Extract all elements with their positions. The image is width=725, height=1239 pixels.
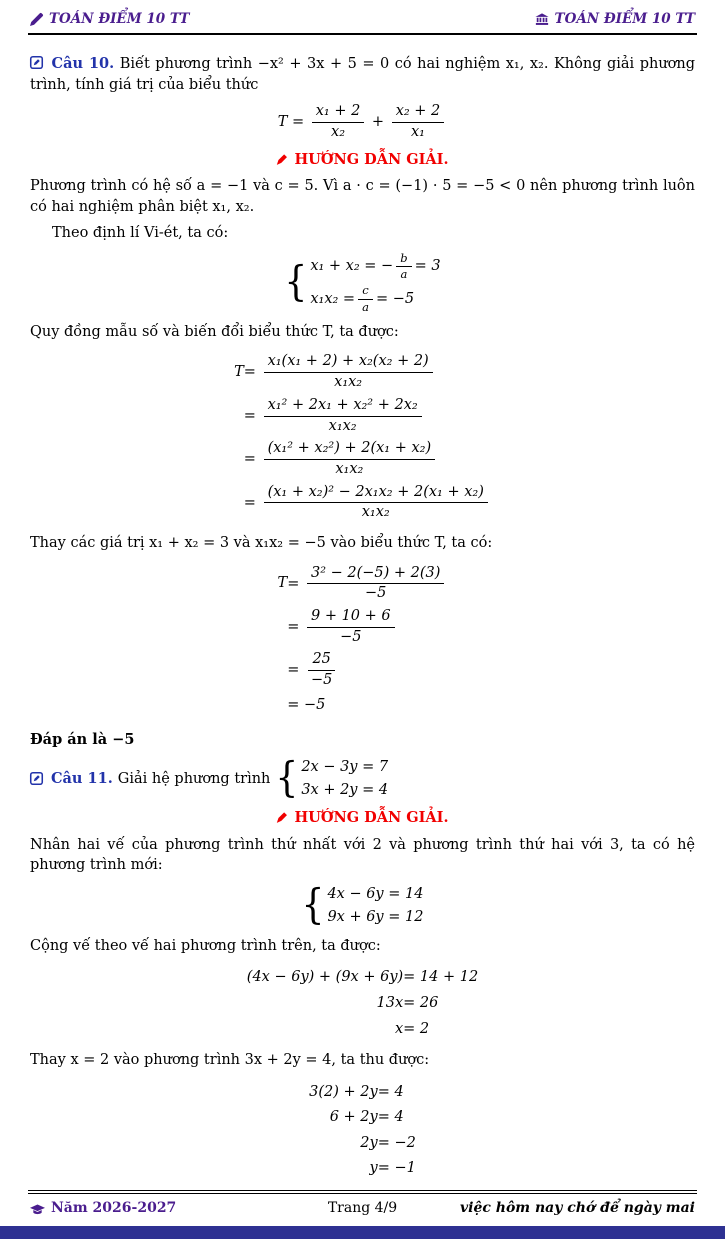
page-header xyxy=(0,0,725,33)
fraction: $\frac{c}{a}$ xyxy=(358,284,373,313)
math-text: 4x − 6y = 14 xyxy=(327,885,424,902)
math-text: x₁ + x₂ = − xyxy=(310,258,394,275)
question-10-text: Biết phương trình −x² + 3x + 5 = 0 có hai nghiệm x₁, x₂. Không giải phương trình, tính giá trị của biểu thức xyxy=(30,56,696,93)
q11-substitution-steps xyxy=(309,1077,416,1184)
math-text: = 2 xyxy=(403,1020,430,1037)
math-text: 9x + 6y = 12 xyxy=(327,909,424,926)
header-right-brand xyxy=(535,10,695,29)
cases-lines xyxy=(310,252,440,314)
guide-heading-q11 xyxy=(30,808,695,829)
math-text: = xyxy=(243,408,261,425)
document-content xyxy=(0,35,725,1190)
align-b-row-2 xyxy=(309,1107,416,1128)
q11-new-system xyxy=(30,881,695,929)
math-text: = −2 xyxy=(377,1134,416,1151)
math-text: = 4 xyxy=(377,1109,404,1126)
math-text: = xyxy=(287,662,304,679)
cases-lines xyxy=(327,884,423,928)
derive-row-1 xyxy=(234,353,491,391)
cases-block xyxy=(301,881,424,929)
question-11-text: Giải hệ phương trình xyxy=(117,770,271,787)
math-text: + xyxy=(367,114,389,131)
header-left-text: TOÁN ĐIỂM 10 TT xyxy=(49,11,190,27)
bottom-color-bar xyxy=(0,1226,725,1239)
fraction: $\frac{\text{(x₁ + x₂)² − 2x₁x₂ + 2(x₁ + x₂)}}{\text{x₁x₂}}$ xyxy=(264,484,488,522)
case-line-2 xyxy=(310,284,414,313)
writing-pen-icon xyxy=(276,154,289,166)
pencil-icon xyxy=(30,13,43,26)
math-text: x₁x₂ = xyxy=(310,290,356,307)
footer-row xyxy=(0,1194,725,1226)
header-left-brand xyxy=(30,10,189,29)
question-10-label: Câu 10. xyxy=(51,55,115,73)
math-text: = −5 xyxy=(375,290,415,307)
align-b-row-1 xyxy=(309,1082,416,1103)
footer-page-number: Trang 4/9 xyxy=(327,1200,398,1217)
q11-paragraph-3: Thay x = 2 vào phương trình 3x + 2y = 4, ta thu được: xyxy=(30,1052,430,1069)
question-10 xyxy=(30,54,695,95)
math-text: (4x − 6y) + (9x + 6y) xyxy=(246,969,404,986)
fraction: $\frac{\text{(x₁² + x₂²) + 2(x₁ + x₂)}}{\text{x₁x₂}}$ xyxy=(264,440,436,478)
align-b-row-3 xyxy=(309,1133,416,1154)
align-a-row-3 xyxy=(247,1019,478,1040)
left-brace: { xyxy=(284,258,308,306)
case-line-2 xyxy=(327,907,423,928)
writing-pen-icon xyxy=(276,812,289,824)
fraction: $\frac{9 + 10 + 6}{-5}$ xyxy=(307,608,395,646)
align-b-row-4 xyxy=(309,1158,416,1179)
pen-square-icon xyxy=(30,56,43,69)
graduation-cap-icon xyxy=(30,1204,45,1215)
left-brace: { xyxy=(301,881,325,929)
q10-derivation xyxy=(234,348,491,527)
math-text: = xyxy=(287,575,304,592)
q10-display-formula xyxy=(30,103,695,141)
cases-lines xyxy=(301,757,388,801)
q10-calculation xyxy=(278,560,448,721)
math-text: x xyxy=(394,1020,404,1037)
question-11-label: Câu 11. xyxy=(51,769,113,787)
question-11 xyxy=(30,754,695,802)
math-text: 6 + 2y xyxy=(329,1109,378,1126)
math-text: = 3 xyxy=(414,258,441,275)
guide-heading-text: HƯỚNG DẪN GIẢI. xyxy=(294,808,449,826)
math-text: 2x − 3y = 7 xyxy=(301,758,389,775)
q10-formula-T xyxy=(278,103,448,141)
math-text: = xyxy=(243,364,261,381)
align-a-row-1 xyxy=(247,967,478,988)
q10-paragraph-1: Phương trình có hệ số a = −1 và c = 5. Vì a · c = (−1) · 5 = −5 < 0 nên phương trình luôn có hai nghiệm phân biệt x₁, x₂. xyxy=(30,178,695,215)
math-text: T = xyxy=(277,114,309,131)
align-a-row-2 xyxy=(247,993,478,1014)
footer-motto: việc hôm nay chớ để ngày mai xyxy=(460,1200,695,1217)
fraction: $\frac{\text{x₂ + 2}}{\text{x₁}}$ xyxy=(392,103,445,141)
footer-year xyxy=(30,1199,328,1219)
calc-row-3 xyxy=(278,651,448,689)
q10-answer: Đáp án là −5 xyxy=(30,731,135,749)
q10-paragraph-2: Theo định lí Vi-ét, ta có: xyxy=(52,225,229,242)
fraction: $\frac{b}{a}$ xyxy=(396,252,411,281)
math-text: = 14 + 12 xyxy=(403,969,479,986)
page-footer xyxy=(0,1190,725,1239)
calc-row-4 xyxy=(278,695,448,716)
math-text: = 26 xyxy=(403,995,439,1012)
institution-icon xyxy=(535,13,549,26)
fraction: $\frac{\text{3² − 2(−5) + 2(3)}}{-5}$ xyxy=(307,565,444,603)
math-text: = 4 xyxy=(377,1083,404,1100)
q10-paragraph-4: Thay các giá trị x₁ + x₂ = 3 và x₁x₂ = −5 vào biểu thức T, ta có: xyxy=(30,534,493,551)
math-text: = xyxy=(287,619,304,636)
math-text: = −1 xyxy=(377,1160,416,1177)
q10-viet-system xyxy=(30,252,695,314)
fraction: $\frac{\text{x₁(x₁ + 2) + x₂(x₂ + 2)}}{\text{x₁x₂}}$ xyxy=(264,353,433,391)
case-line-1 xyxy=(301,757,388,778)
derive-row-4 xyxy=(234,484,491,522)
math-text: = xyxy=(243,494,261,511)
case-line-1 xyxy=(327,884,423,905)
case-line-1 xyxy=(310,252,440,281)
math-text: 13x xyxy=(376,995,404,1012)
q10-paragraph-3: Quy đồng mẫu số và biến đổi biểu thức T, ta được: xyxy=(30,323,399,340)
cases-block xyxy=(284,252,440,314)
q11-addition-steps xyxy=(247,962,478,1044)
math-text: 3(2) + 2y xyxy=(309,1083,378,1100)
fraction: $\frac{25}{-5}$ xyxy=(307,651,336,689)
header-right-text: TOÁN ĐIỂM 10 TT xyxy=(554,11,695,27)
footer-year-text: Năm 2026-2027 xyxy=(51,1200,177,1217)
math-text: = xyxy=(243,451,261,468)
q11-given-system xyxy=(275,754,389,802)
pen-square-icon xyxy=(30,772,43,785)
fraction: $\frac{\text{x₁² + 2x₁ + x₂² + 2x₂}}{\text{x₁x₂}}$ xyxy=(264,397,422,435)
math-text: y xyxy=(369,1160,378,1177)
case-line-2 xyxy=(301,780,388,801)
guide-heading-q10 xyxy=(30,150,695,171)
q11-paragraph-1: Nhân hai vế của phương trình thứ nhất với 2 và phương trình thứ hai với 3, ta có hệ phương trình mới: xyxy=(30,836,695,874)
derive-row-3 xyxy=(234,440,491,478)
math-text: = −5 xyxy=(287,696,326,713)
fraction: $\frac{\text{x₁ + 2}}{\text{x₂}}$ xyxy=(312,103,365,141)
math-text: 2y xyxy=(360,1134,378,1151)
math-text: T xyxy=(234,364,244,381)
q11-paragraph-2: Cộng vế theo vế hai phương trình trên, ta được: xyxy=(30,937,381,954)
calc-row-2 xyxy=(278,608,448,646)
math-text: 3x + 2y = 4 xyxy=(301,782,389,799)
math-text: T xyxy=(277,575,288,592)
left-brace: { xyxy=(275,754,299,802)
derive-row-2 xyxy=(234,397,491,435)
calc-row-1 xyxy=(278,565,448,603)
guide-heading-text: HƯỚNG DẪN GIẢI. xyxy=(294,150,449,168)
